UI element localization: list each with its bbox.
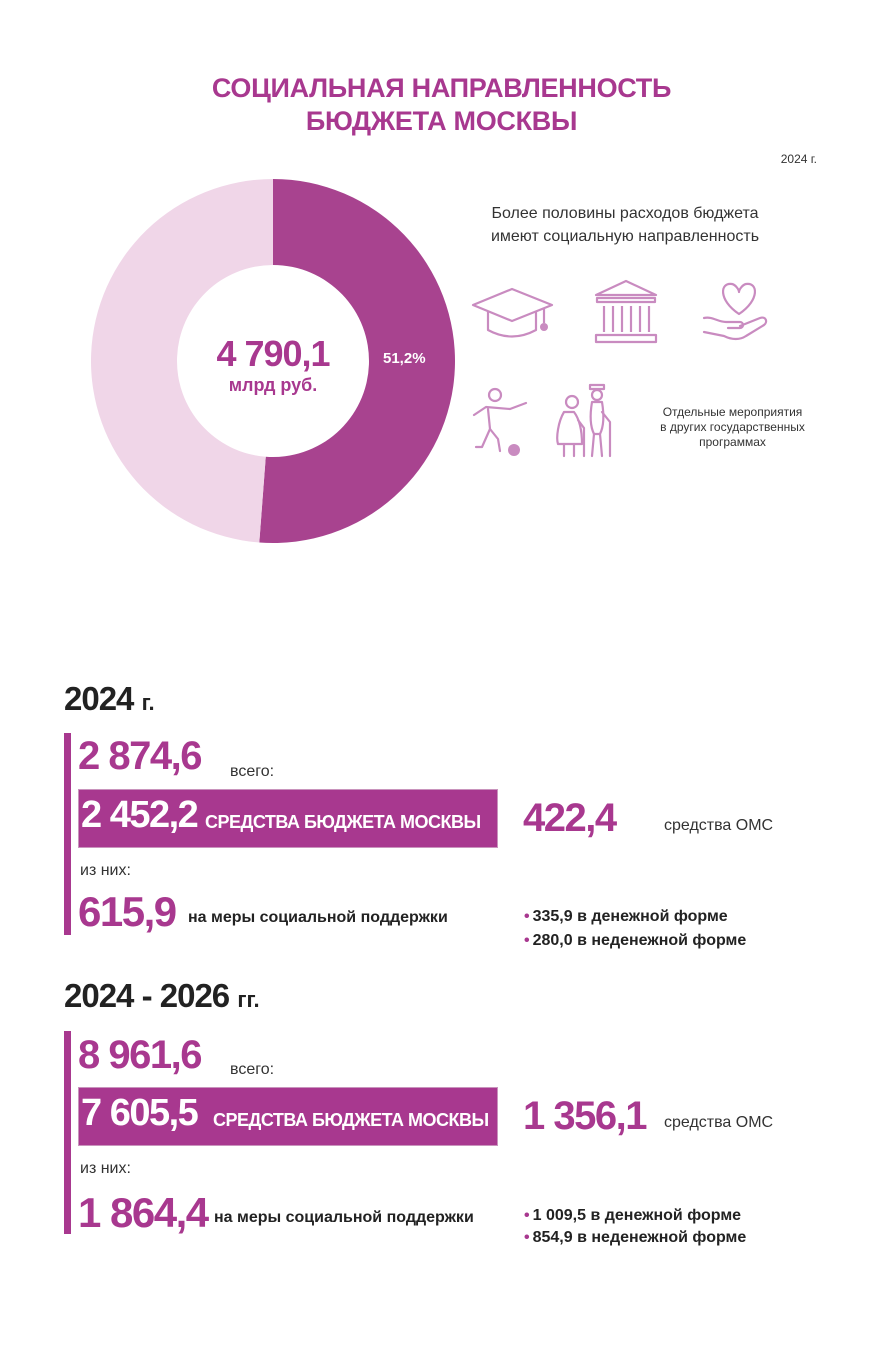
donut-center-unit: млрд руб. xyxy=(228,375,318,395)
cash-item xyxy=(524,1207,741,1225)
heart-in-hand-icon xyxy=(702,278,776,346)
section-accent-bar xyxy=(64,1031,71,1234)
period-title-year: 2024 xyxy=(64,680,134,717)
bullet-dot: • xyxy=(524,908,530,925)
bullet-dot: • xyxy=(524,932,530,949)
intro-line-1: Более половины расходов бюджета xyxy=(491,205,759,222)
support-value: 1 864,4 xyxy=(78,1189,208,1236)
title-line-1: СОЦИАЛЬНАЯ НАПРАВЛЕННОСТЬ xyxy=(211,73,672,103)
page-title xyxy=(0,72,883,138)
programs-note-line-2: в других государственных xyxy=(660,420,805,434)
noncash-item xyxy=(524,1229,746,1247)
of-which-label: из них: xyxy=(80,1160,131,1177)
cash-item xyxy=(524,908,728,926)
programs-note-line-3: программах xyxy=(699,435,766,449)
football-player-icon xyxy=(470,385,530,460)
title-line-2: БЮДЖЕТА МОСКВЫ xyxy=(305,106,578,136)
oms-value: 422,4 xyxy=(523,796,616,840)
programs-note xyxy=(640,405,825,450)
of-which-label: из них: xyxy=(80,862,131,879)
total-label: всего: xyxy=(230,1061,275,1078)
oms-label: средства ОМС xyxy=(664,817,774,834)
period-title-2024 xyxy=(64,680,155,718)
total-value: 8 961,6 xyxy=(78,1033,201,1077)
intro-text xyxy=(450,202,800,248)
period-title-suffix: г. xyxy=(141,690,155,715)
period-title-2024-2026 xyxy=(64,977,260,1015)
budget-band xyxy=(78,789,498,848)
elderly-couple-icon xyxy=(550,382,622,460)
museum-building-icon xyxy=(592,278,660,346)
year-note: 2024 г. xyxy=(780,152,817,166)
budget-label: СРЕДСТВА БЮДЖЕТА МОСКВЫ xyxy=(205,812,481,832)
slice-label-social-share: 51,2% xyxy=(383,350,426,367)
period-title-suffix: гг. xyxy=(237,987,260,1012)
noncash-item-text: 854,9 в неденежной форме xyxy=(532,1229,747,1246)
graduation-cap-icon xyxy=(470,285,555,345)
budget-label: СРЕДСТВА БЮДЖЕТА МОСКВЫ xyxy=(213,1110,489,1130)
programs-note-line-1: Отдельные мероприятия xyxy=(662,405,803,419)
cash-item-text: 335,9 в денежной форме xyxy=(532,908,728,925)
total-value: 2 874,6 xyxy=(78,734,201,778)
intro-line-2: имеют социальную направленность xyxy=(490,228,760,245)
bullet-dot: • xyxy=(524,1229,530,1246)
oms-label: средства ОМС xyxy=(664,1114,774,1131)
donut-center-value: 4 790,1 xyxy=(216,333,330,374)
bullet-dot: • xyxy=(524,1207,530,1224)
budget-band xyxy=(78,1087,498,1146)
support-label: на меры социальной поддержки xyxy=(214,1209,474,1226)
noncash-item xyxy=(524,932,746,950)
support-value: 615,9 xyxy=(78,888,176,935)
period-title-year: 2024 - 2026 xyxy=(64,977,230,1014)
budget-value: 7 605,5 xyxy=(81,1092,198,1134)
section-accent-bar xyxy=(64,733,71,935)
cash-item-text: 1 009,5 в денежной форме xyxy=(532,1207,742,1224)
budget-value: 2 452,2 xyxy=(81,794,198,836)
noncash-item-text: 280,0 в неденежной форме xyxy=(532,932,747,949)
support-label: на меры социальной поддержки xyxy=(188,909,448,926)
total-label: всего: xyxy=(230,763,275,780)
oms-value: 1 356,1 xyxy=(523,1094,646,1138)
